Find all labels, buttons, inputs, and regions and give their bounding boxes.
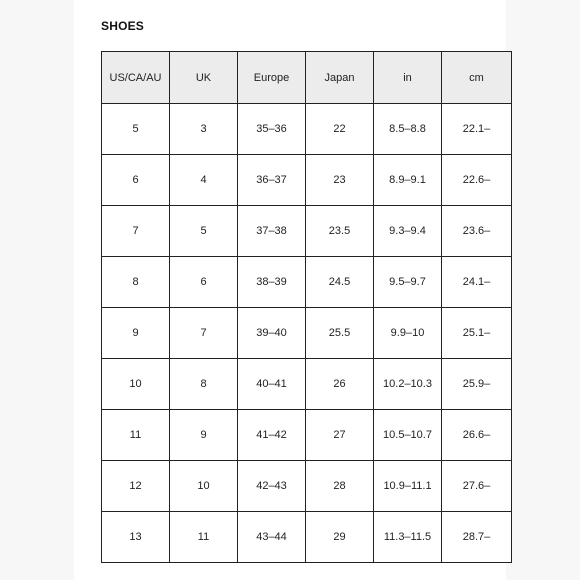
cell-us-ca-au: 11 bbox=[102, 410, 170, 461]
header-inches: in bbox=[374, 52, 442, 104]
table-header-row bbox=[102, 52, 512, 104]
cell-inches: 10.9–11.1 bbox=[374, 461, 442, 512]
cell-inches: 10.2–10.3 bbox=[374, 359, 442, 410]
header-cm: cm bbox=[442, 52, 512, 104]
size-table-container[interactable] bbox=[101, 51, 491, 580]
cell-japan: 22 bbox=[306, 104, 374, 155]
cell-uk: 5 bbox=[170, 206, 238, 257]
size-table bbox=[101, 51, 512, 563]
cell-japan: 25.5 bbox=[306, 308, 374, 359]
cell-europe: 37–38 bbox=[238, 206, 306, 257]
cell-uk: 3 bbox=[170, 104, 238, 155]
cell-inches: 9.3–9.4 bbox=[374, 206, 442, 257]
cell-cm: 24.1– bbox=[442, 257, 512, 308]
table-row bbox=[102, 155, 512, 206]
cell-cm: 25.9– bbox=[442, 359, 512, 410]
cell-uk: 6 bbox=[170, 257, 238, 308]
header-japan: Japan bbox=[306, 52, 374, 104]
cell-cm: 23.6– bbox=[442, 206, 512, 257]
cell-inches: 11.3–11.5 bbox=[374, 512, 442, 563]
cell-inches: 9.5–9.7 bbox=[374, 257, 442, 308]
cell-europe: 42–43 bbox=[238, 461, 306, 512]
cell-inches: 8.9–9.1 bbox=[374, 155, 442, 206]
cell-inches: 10.5–10.7 bbox=[374, 410, 442, 461]
cell-us-ca-au: 5 bbox=[102, 104, 170, 155]
table-row bbox=[102, 410, 512, 461]
cell-cm: 25.1– bbox=[442, 308, 512, 359]
cell-inches: 8.5–8.8 bbox=[374, 104, 442, 155]
size-chart-page bbox=[74, 0, 506, 580]
cell-cm: 26.6– bbox=[442, 410, 512, 461]
cell-japan: 29 bbox=[306, 512, 374, 563]
cell-europe: 41–42 bbox=[238, 410, 306, 461]
cell-europe: 43–44 bbox=[238, 512, 306, 563]
table-row bbox=[102, 104, 512, 155]
table-body bbox=[102, 104, 512, 563]
cell-cm: 28.7– bbox=[442, 512, 512, 563]
cell-cm: 22.1– bbox=[442, 104, 512, 155]
cell-uk: 9 bbox=[170, 410, 238, 461]
cell-us-ca-au: 8 bbox=[102, 257, 170, 308]
cell-us-ca-au: 13 bbox=[102, 512, 170, 563]
cell-uk: 8 bbox=[170, 359, 238, 410]
table-row bbox=[102, 512, 512, 563]
cell-us-ca-au: 9 bbox=[102, 308, 170, 359]
cell-japan: 23 bbox=[306, 155, 374, 206]
cell-europe: 39–40 bbox=[238, 308, 306, 359]
cell-uk: 10 bbox=[170, 461, 238, 512]
cell-europe: 38–39 bbox=[238, 257, 306, 308]
header-uk: UK bbox=[170, 52, 238, 104]
cell-cm: 27.6– bbox=[442, 461, 512, 512]
cell-japan: 24.5 bbox=[306, 257, 374, 308]
table-row bbox=[102, 461, 512, 512]
cell-europe: 35–36 bbox=[238, 104, 306, 155]
cell-uk: 4 bbox=[170, 155, 238, 206]
cell-japan: 28 bbox=[306, 461, 374, 512]
cell-europe: 40–41 bbox=[238, 359, 306, 410]
cell-us-ca-au: 10 bbox=[102, 359, 170, 410]
table-row bbox=[102, 206, 512, 257]
cell-us-ca-au: 12 bbox=[102, 461, 170, 512]
cell-uk: 11 bbox=[170, 512, 238, 563]
cell-japan: 23.5 bbox=[306, 206, 374, 257]
cell-uk: 7 bbox=[170, 308, 238, 359]
section-title: SHOES bbox=[101, 19, 145, 33]
cell-cm: 22.6– bbox=[442, 155, 512, 206]
table-row bbox=[102, 308, 512, 359]
header-us-ca-au: US/CA/AU bbox=[102, 52, 170, 104]
cell-inches: 9.9–10 bbox=[374, 308, 442, 359]
table-row bbox=[102, 359, 512, 410]
cell-japan: 26 bbox=[306, 359, 374, 410]
cell-us-ca-au: 7 bbox=[102, 206, 170, 257]
cell-europe: 36–37 bbox=[238, 155, 306, 206]
cell-japan: 27 bbox=[306, 410, 374, 461]
header-europe: Europe bbox=[238, 52, 306, 104]
table-row bbox=[102, 257, 512, 308]
cell-us-ca-au: 6 bbox=[102, 155, 170, 206]
